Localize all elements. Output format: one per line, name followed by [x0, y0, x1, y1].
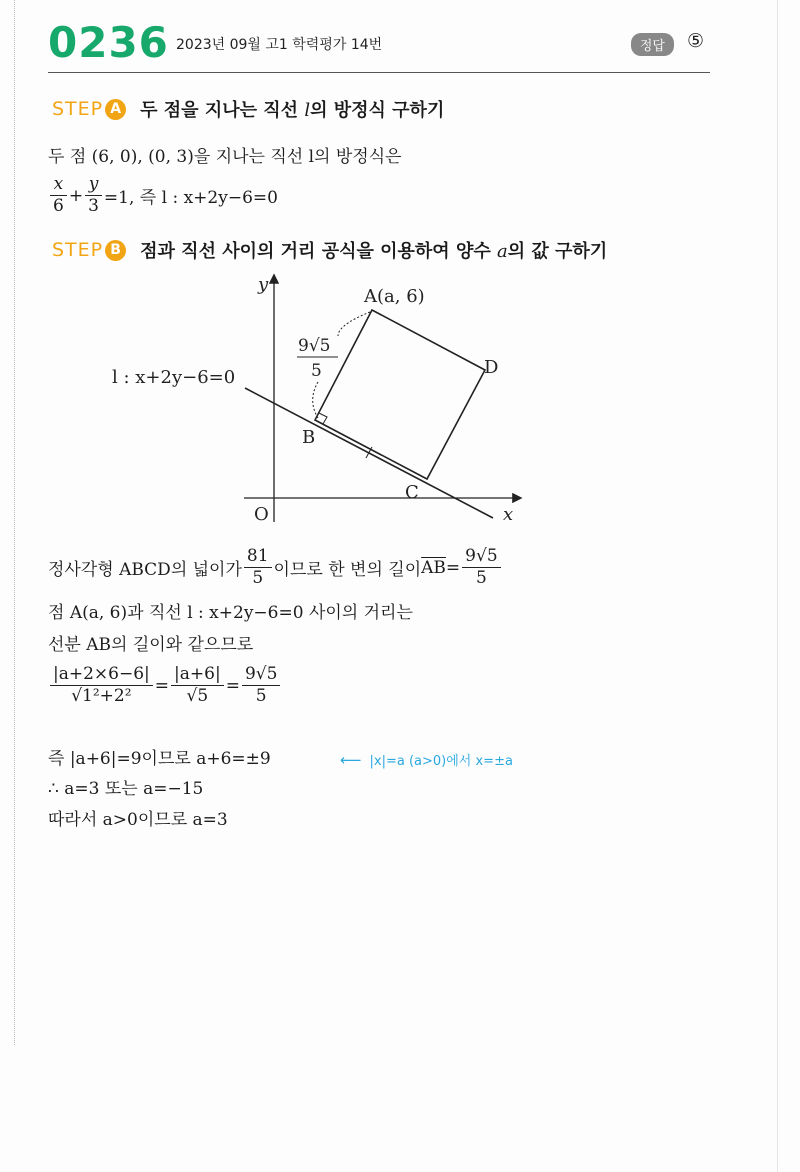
hint-note: [340, 750, 513, 769]
point-d-label: D: [484, 357, 499, 378]
segment-ab: $\overline{AB}$: [421, 557, 446, 578]
line-l-label: l : x+2y−6=0: [112, 367, 236, 388]
distance-equation: [48, 664, 282, 708]
step-title-pre: 점과 직선 사이의 거리 공식을 이용하여 양수: [140, 241, 497, 262]
step-title-post: 의 방정식 구하기: [310, 100, 445, 121]
hint-text: |x|=a (a>0)에서 x=±a: [369, 754, 513, 769]
equals-sign: =: [445, 557, 461, 578]
point-c-label: C: [405, 482, 419, 503]
step-label: STEP: [52, 239, 104, 261]
step-title-var: a: [497, 241, 508, 262]
frac-num: |a+6|: [171, 664, 224, 686]
frac-den: 6: [53, 196, 64, 217]
point-b-label: B: [302, 427, 316, 448]
frac-num: |a+2×6−6|: [50, 664, 153, 686]
frac-den: 5: [475, 568, 487, 589]
fraction-side-length: [242, 664, 280, 708]
final-answer-line: 따라서 a>0이므로 a=3: [48, 810, 228, 830]
y-axis-label: y: [258, 274, 269, 295]
step-a-heading: [52, 96, 444, 122]
step-title-post: 의 값 구하기: [507, 241, 608, 262]
fraction-side: [462, 546, 500, 590]
square-abcd: [315, 310, 485, 479]
frac-den: 3: [88, 196, 99, 217]
square-diagram: [0, 270, 800, 530]
answer-badge: 정답: [631, 33, 674, 56]
equals-sign: =: [225, 675, 240, 696]
step-letter-badge: B: [105, 240, 126, 261]
answer-value: ⑤: [686, 30, 704, 52]
side-length-numerator: 9√5: [298, 336, 331, 356]
distance-line2: 선분 AB의 길이와 같으므로: [48, 635, 254, 655]
step-label: STEP: [52, 98, 104, 120]
frac-den: 5: [252, 568, 264, 589]
step-a-equation: [48, 174, 278, 218]
brace-lower: [313, 382, 318, 418]
step-b-heading: [52, 237, 607, 263]
step-title: [140, 237, 607, 263]
frac-num: 81: [244, 546, 272, 568]
point-a-label: A(a, 6): [364, 286, 425, 307]
fraction-y-over-3: [85, 174, 102, 218]
left-arrow-icon: ⟵: [340, 751, 362, 769]
page-right-border: [777, 0, 778, 1172]
therefore-line: ∴ a=3 또는 a=−15: [48, 779, 204, 799]
frac-den: √5: [186, 686, 209, 707]
fraction-x-over-6: [50, 174, 67, 218]
fraction-abs-over-root5: [171, 664, 224, 708]
origin-label: O: [254, 504, 269, 525]
question-source: 2023년 09월 고1 학력평가 14번: [176, 37, 383, 53]
absolute-value-line: 즉 |a+6|=9이므로 a+6=±9: [48, 749, 271, 769]
area-text2: 이므로 한 변의 길이: [273, 560, 422, 581]
area-text1: 정사각형 ABCD의 넓이가: [48, 560, 242, 581]
question-header: [48, 14, 710, 73]
question-number: 0236: [48, 18, 169, 67]
step-title-var: l: [304, 100, 311, 121]
equation-rest: =1, 즉 l : x+2y−6=0: [103, 188, 278, 209]
step-letter-badge: A: [105, 99, 126, 120]
step-title: [140, 96, 444, 122]
equals-sign: =: [154, 675, 170, 696]
frac-num: 9√5: [462, 546, 500, 568]
x-axis-label: x: [503, 504, 514, 525]
frac-num: y: [85, 174, 102, 196]
side-length-denominator: 5: [311, 361, 322, 381]
frac-num: 9√5: [242, 664, 280, 686]
fraction-81-over-5: [244, 546, 272, 590]
area-line: [48, 546, 503, 590]
frac-num: x: [50, 174, 67, 196]
distance-line1: 점 A(a, 6)과 직선 l : x+2y−6=0 사이의 거리는: [48, 603, 413, 623]
fraction-distance-formula: [50, 664, 153, 708]
frac-den: √1²+2²: [71, 686, 132, 707]
plus-sign: +: [68, 185, 84, 206]
step-a-line1: 두 점 (6, 0), (0, 3)을 지나는 직선 l의 방정식은: [48, 147, 402, 167]
frac-den: 5: [255, 686, 267, 707]
step-title-pre: 두 점을 지나는 직선: [140, 100, 305, 121]
